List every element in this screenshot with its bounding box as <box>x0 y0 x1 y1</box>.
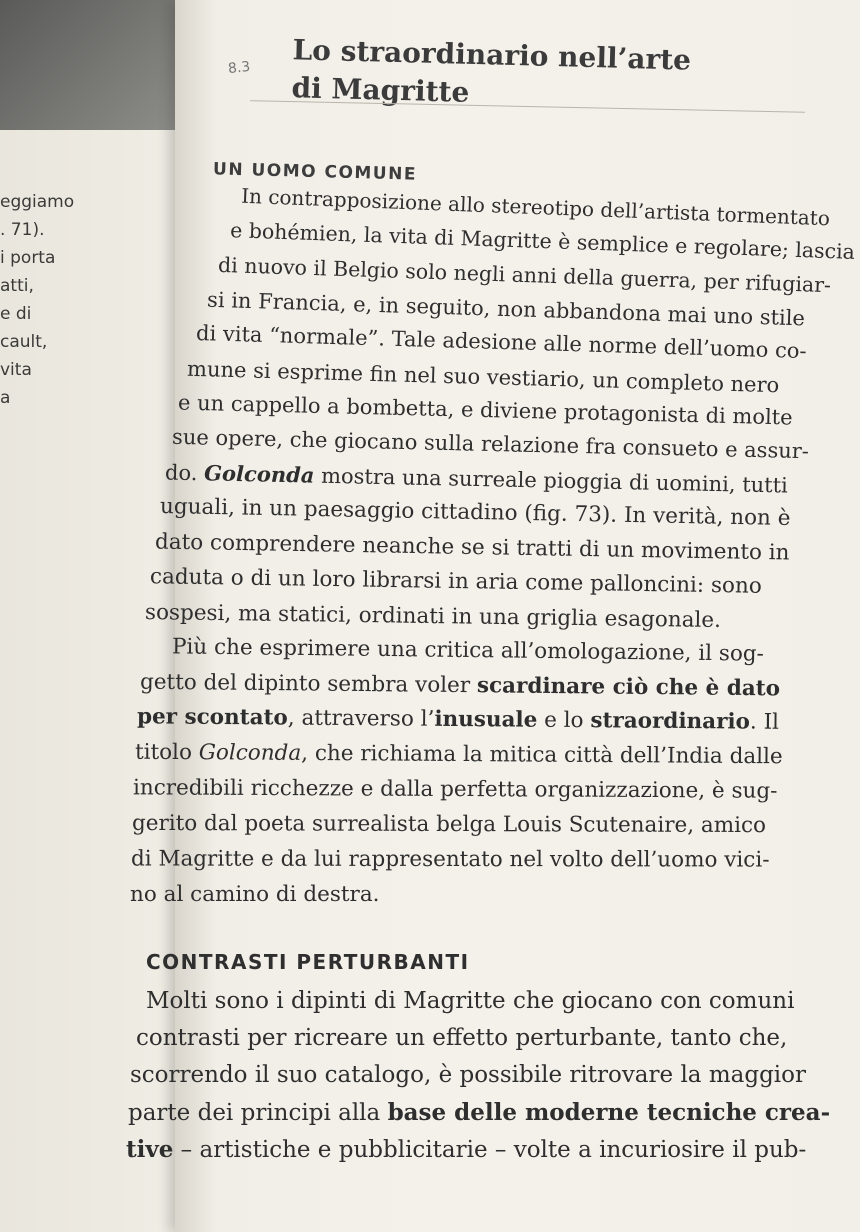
section-heading-contrasti-perturbanti: CONTRASTI PERTURBANTI <box>146 950 470 974</box>
text-segment: , attraverso l’ <box>287 705 435 732</box>
text-segment: getto del dipinto sembra voler <box>139 669 471 699</box>
body-line: no al camino di destra. <box>130 882 380 907</box>
text-segment: do. <box>164 460 198 486</box>
body-line: gerito dal poeta surrealista belga Louis Scutenaire, amico <box>131 810 767 839</box>
body-line: Più che esprimere una critica all’omologazione, il sog- <box>171 634 765 667</box>
body-line: sue opere, che giocano sulla relazione fra consueto e assur- <box>171 424 810 464</box>
text-segment: , che richiama la mitica città dell’India dalle <box>301 740 783 770</box>
left-page-text-fragments <box>0 188 120 412</box>
artwork-title-golconda: Golconda <box>203 460 315 488</box>
section-number: 8.3 <box>227 58 252 78</box>
text-segment: parte dei principi alla <box>128 1100 381 1126</box>
body-line: uguali, in un paesaggio cittadino (fig. 73). In verità, non è <box>159 493 791 532</box>
left-fragment: atti, <box>0 276 34 296</box>
text-segment: mostra una surreale pioggia di uomini, tutti <box>320 463 789 498</box>
text-segment: . Il <box>749 709 780 735</box>
body-line-titolo <box>135 740 783 770</box>
emphasis-text: per scontato <box>136 704 288 731</box>
left-fragment: . 71). <box>0 220 45 240</box>
body-line: di vita “normale”. Tale adesione alle norme dell’uomo co- <box>195 320 807 364</box>
body-line: In contrapposizione allo stereotipo dell’artista tormentato <box>240 183 831 231</box>
body-line-base <box>128 1099 830 1126</box>
body-line: incredibili ricchezze e dalla perfetta organizzazione, è sug- <box>132 775 778 804</box>
emphasis-text: scardinare ciò che è dato <box>476 673 781 702</box>
body-line: scorrendo il suo catalogo, è possibile ritrovare la maggior <box>130 1062 806 1088</box>
section-heading-uomo-comune: UN UOMO COMUNE <box>212 159 418 185</box>
left-fragment: a <box>0 388 11 408</box>
title-line-2: di Magritte <box>291 71 470 109</box>
text-segment: titolo <box>134 739 193 766</box>
left-fragment: i porta <box>0 248 56 268</box>
text-segment: volte a incuriosire il pub- <box>513 1137 807 1163</box>
body-line: di Magritte e da lui rappresentato nel volto dell’uomo vici- <box>130 846 770 873</box>
text-segment: – artistiche e pubblicitarie – <box>180 1137 507 1163</box>
artwork-title-golconda: Golconda <box>198 740 302 766</box>
body-line: Molti sono i dipinti di Magritte che giocano con comuni <box>146 988 795 1014</box>
body-line: e un cappello a bombetta, e diviene protagonista di molte <box>177 390 793 430</box>
emphasis-text: base delle moderne tecniche crea- <box>387 1099 831 1126</box>
left-fragment: vita <box>0 360 32 380</box>
left-fragment: cault, <box>0 332 48 352</box>
body-line: sospesi, ma statici, ordinati in una griglia esagonale. <box>144 599 722 634</box>
body-line: caduta o di un loro librarsi in aria come palloncini: sono <box>149 564 762 599</box>
left-fragment: e di <box>0 304 32 324</box>
body-line: di nuovo il Belgio solo negli anni della guerra, per rifugiar- <box>217 252 832 298</box>
body-line: mune si esprime fin nel suo vestiario, un completo nero <box>186 356 780 398</box>
body-line: e bohémien, la vita di Magritte è semplice e regolare; lascia <box>229 218 856 264</box>
body-line: si in Francia, e, in seguito, non abbandona mai uno stile <box>206 287 806 331</box>
body-line: contrasti per ricreare un effetto perturbante, tanto che, <box>136 1025 788 1051</box>
body-line: dato comprendere neanche se si tratti di un movimento in <box>154 529 790 566</box>
left-fragment: eggiamo <box>0 192 75 212</box>
emphasis-text: straordinario <box>590 708 751 735</box>
emphasis-text: tive <box>126 1136 174 1163</box>
body-line-tive <box>126 1136 806 1163</box>
emphasis-text: inusuale <box>434 706 538 733</box>
text-segment: e lo <box>544 707 584 734</box>
title-line-1: Lo straordinario nell’arte <box>292 33 692 77</box>
